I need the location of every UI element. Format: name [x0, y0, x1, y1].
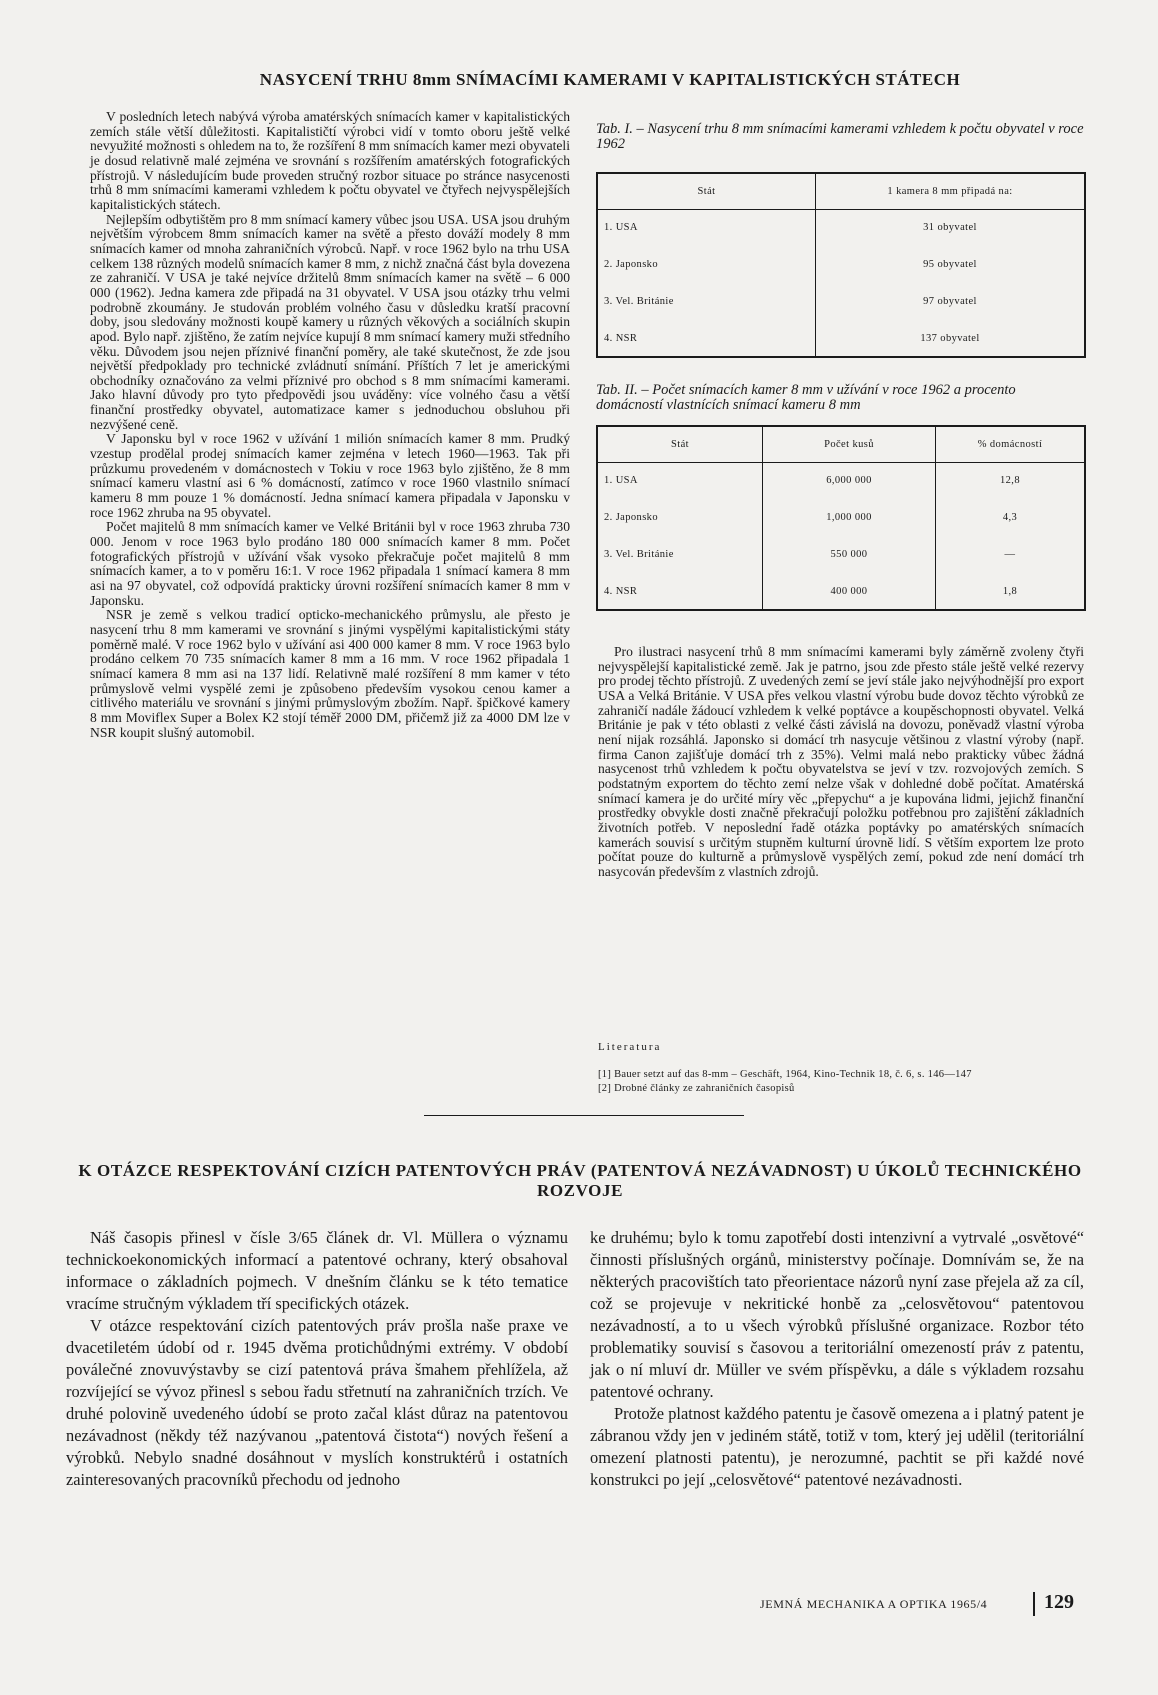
table-cell: 1. USA — [597, 462, 763, 499]
table-cell: 12,8 — [936, 462, 1086, 499]
table-header-cell: % domácností — [936, 426, 1086, 462]
table-row — [597, 462, 1085, 499]
table-caption: Tab. II. – Počet snímacích kamer 8 mm v užívání v roce 1962 a procento domácností vlastnících snímací kameru 8 mm — [596, 382, 1016, 413]
table-caption: Tab. I. – Nasycení trhu 8 mm snímacími kamerami vzhledem k počtu obyvatel v roce 1962 — [596, 121, 1084, 152]
table-row — [597, 573, 1085, 610]
table-header-cell: Počet kusů — [763, 426, 936, 462]
table-cell: 4. NSR — [597, 573, 763, 610]
table-cell: 6,000 000 — [763, 462, 936, 499]
table-row — [597, 246, 1085, 283]
article-column-left — [66, 1227, 568, 1491]
table-header-cell: 1 kamera 8 mm připadá na: — [816, 173, 1086, 209]
article-title: K OTÁZCE RESPEKTOVÁNÍ CIZÍCH PATENTOVÝCH PRÁV (PATENTOVÁ NEZÁVADNOST) U ÚKOLŮ TECHNICKÉHO ROZVOJE — [78, 1161, 1082, 1200]
paragraph: NSR je země s velkou tradicí opticko-mechanického průmyslu, ale přesto je nasycení trhu 8 mm kamerami ve srovnání s jinými vyspělými kapitalistickými státy poměrně malé. V roce 1962 bylo v užívání asi 400 000 kamer 8 mm. V roce 1963 bylo prodáno celkem 70 735 snímacích kamer 8 mm a 16 mm. V roce 1962 připadala 1 snímací kamera 8 mm asi na 137 lidí. Relativně malé rozšíření 8 mm kamer v této průmyslově velmi vyspělé zemi je způsobeno především vysokou cenou kamer a citlivého materiálu ve srovnání s jinými průmyslovým zbožím. Např. špičkové kamery 8 mm Moviflex Super a Bolex K2 stojí téměř 2000 DM, přičemž již za 4000 DM lze v NSR koupit slušný automobil. — [90, 607, 570, 740]
literature-heading: Literatura — [598, 1041, 662, 1053]
table-cell: — — [936, 536, 1086, 573]
table-row — [597, 209, 1085, 246]
table-cell: 550 000 — [763, 536, 936, 573]
section-divider — [424, 1115, 744, 1116]
table-cell: 31 obyvatel — [816, 209, 1086, 246]
paragraph: Protože platnost každého patentu je časově omezena a i platný patent je zábranou vždy jen v jediném státě, totiž v tom, který jej udělil (teritoriální omezení platnosti patentu), je nerozumné, pachtit se při každé nové konstrukci po její „celosvětové“ patentové nezávadnosti. — [590, 1404, 1084, 1489]
paragraph: Pro ilustraci nasycení trhů 8 mm snímacími kamerami byly záměrně zvoleny čtyři nejvyspělejší kapitalistické země. Jak je patrno, jsou zde přesto stále ještě velké rezervy pro prodej těchto přístrojů. Z uvedených zemí se jeví stále jako nejvýhodnější pro export USA a Velká Británie. V USA přes velkou vlastní výrobu bude dovoz těchto výrobků ze zahraničí nadále žádoucí vzhledem k velké poptávce a koupěschopnosti obyvatel. Velká Británie je pak v této oblasti z velké části závislá na dovozu, poněvadž vlastní výroba není nijak rozsáhlá. Japonsko si domácí trh nasycuje většinou z vlastní výroby (např. firma Canon zajišťuje domácí trh z 35%). Velmi malá nebo prakticky vůbec žádná nasycenost trhů vzhledem k počtu obyvatelstva se jeví v tzv. rozvojových zemích. S podstatným exportem do těchto zemí nelze však v dohledné době počítat. Amatérská snímací kamera je do určité míry věc „přepychu“ a je kupována lidmi, jejichž finanční prostředky obvykle dosti značně překračují položku potřebnou pro zajištění základních životních potřeb. V neposlední řadě otázka poptávky po amatérských snímacích kamerách souvisí s určitým stupněm kulturní úrovně lidí. S větším exportem lze proto počítat pouze do kulturně a průmyslově vyspělých zemí, pokud zde není domácí trh nasycován především z vlastních zdrojů. — [598, 644, 1084, 879]
table-cell: 3. Vel. Británie — [597, 536, 763, 573]
reference-item: [2] Drobné články ze zahraničních časopisů — [598, 1083, 795, 1094]
table-cell: 1,8 — [936, 573, 1086, 610]
paragraph: ke druhému; bylo k tomu zapotřebí dosti intenzivní a vytrvalé „osvětové“ činnosti příslušných orgánů, ministerstvy počínaje. Domnívám se, že na některých pracovištích tato přeorientace názorů nyní zase přejela až za cíl, což se projevuje v nekritické honbě za „celosvětovou“ patentovou nezávadností, a to u všech výrobků příslušné organizace. Rozbor této problematiky souvisí s časovou a teritoriální omezeností práv z patentu, jak o ní mluví dr. Müller ve svém příspěvku, a dále s výkladem rozsahu patentové ochrany. — [590, 1228, 1084, 1401]
table-cell: 3. Vel. Británie — [597, 283, 816, 320]
table-cell: 400 000 — [763, 573, 936, 610]
footer-divider — [1033, 1592, 1035, 1616]
table-cell: 95 obyvatel — [816, 246, 1086, 283]
table-cell: 2. Japonsko — [597, 499, 763, 536]
article-column-right — [598, 645, 1084, 880]
table-cell: 97 obyvatel — [816, 283, 1086, 320]
table-row — [597, 536, 1085, 573]
table-row — [597, 320, 1085, 357]
paragraph: V otázce respektování cizích patentových práv prošla naše praxe ve dvacetiletém údobí od r. 1945 dvěma protichůdnými extrémy. V období poválečné znovuvýstavby se cizí patentová práva šmahem přehlížela, až rozvíjející se vývoz přinesl s sebou řadu střetnutí na zahraničních trzích. Ve druhé polovině uvedeného údobí se proto začal klást důraz na patentovou nezávadnost (někdy též nazývanou „patentová čistota“) nových řešení a výrobků. Nebylo snadné dosáhnout v myslích konstruktérů i ostatních zainteresovaných pracovníků přechodu od jednoho — [66, 1316, 568, 1489]
reference-item: [1] Bauer setzt auf das 8-mm – Geschäft, 1964, Kino-Technik 18, č. 6, s. 146—147 — [598, 1069, 972, 1080]
journal-name: JEMNÁ MECHANIKA A OPTIKA 1965/4 — [760, 1597, 988, 1611]
table-row — [597, 283, 1085, 320]
paragraph: Náš časopis přinesl v čísle 3/65 článek dr. Vl. Müllera o významu technickoekonomických informací a patentové ochrany, který obsahoval informace o základních pojmech. V dnešním článku se k této tematice vracíme stručným výkladem tří specifických otázek. — [66, 1228, 568, 1313]
article-title: NASYCENÍ TRHU 8mm SNÍMACÍMI KAMERAMI V KAPITALISTICKÝCH STÁTECH — [259, 70, 961, 89]
table-header-cell: Stát — [597, 173, 816, 209]
table-cell: 137 obyvatel — [816, 320, 1086, 357]
table-header-cell: Stát — [597, 426, 763, 462]
article-column-right — [590, 1227, 1084, 1491]
table-2 — [596, 425, 1086, 611]
table-cell: 2. Japonsko — [597, 246, 816, 283]
table-cell: 1,000 000 — [763, 499, 936, 536]
paragraph: Nejlepším odbytištěm pro 8 mm snímací kamery vůbec jsou USA. USA jsou druhým největším výrobcem 8mm snímacích kamer na světě a přesto dováží modely 8 mm snímacích kamer od mnoha zahraničních výrobců. Např. v roce 1962 bylo na trhu USA celkem 138 různých modelů snímacích kamer 8 mm, z nichž značná část byla dovezena ze zahraničí. V USA je také nejvíce držitelů 8mm snímacích kamer na světě – 6 000 000 (1962). Jedna kamera zde připadá na 31 obyvatel. V USA jsou otázky trhu velmi podrobně zkoumány. Je studován problém volného času v důsledku kratší pracovní doby, jsou sledovány možnosti koupě kamery u různých věkových a sociálních skupin apod. Bylo např. zjištěno, že zatím nejvíce kupují 8 mm snímací kamery muži středního věku. Důvodem jsou nejen příznivé finanční poměry, ale také skutečnost, že zde jsou největší předpoklady pro technické zvládnutí snímání. Příštích 7 let je americkými obchodníky označováno za velmi příznivé pro obchod s 8 mm snímacími kamerami. Jako hlavní důvody pro tyto předpovědi jsou uváděny: více volného času a větší finanční prostředky obyvatel, automatizace kamer s jednoduchou obsluhou při nezvýšené ceně. — [90, 211, 570, 432]
paragraph: V Japonsku byl v roce 1962 v užívání 1 milión snímacích kamer 8 mm. Prudký vzestup prodělal prodej snímacích kamer zejména v letech 1960—1963. Tak při průzkumu provedeném v domácnostech v Tokiu v roce 1963 bylo zjištěno, že 8 mm snímací kameru vlastní asi 6 % domácností, zatímco v roce 1960 vlastnilo snímací kameru 8 mm pouze 1 % domácností. Jedna snímací kamera připadala v Japonsku v roce 1962 zhruba na 95 obyvatel. — [90, 431, 570, 520]
page-number: 129 — [1044, 1591, 1074, 1613]
table-cell: 4. NSR — [597, 320, 816, 357]
table-cell: 1. USA — [597, 209, 816, 246]
table-1 — [596, 172, 1086, 358]
paragraph: Počet majitelů 8 mm snímacích kamer ve Velké Británii byl v roce 1963 zhruba 730 000. Jenom v roce 1963 bylo prodáno 180 000 snímacích kamer 8 mm. Počet fotografických přístrojů v užívání však vysoko překračuje počet majitelů 8 mm snímacích kamer, a to v poměru 16:1. V roce 1962 připadala 1 snímací kamera 8 mm asi na 97 obyvatel, což odpovídá prakticky úrovni rozšíření snímacích kamer 8 mm v Japonsku. — [90, 519, 570, 608]
paragraph: V posledních letech nabývá výroba amatérských snímacích kamer v kapitalistických zemích stále větší důležitosti. Kapitalističtí výrobci vidí v tomto oboru ještě velké nevyužité možnosti s ohledem na to, že rozšíření 8 mm snímacích kamer mezi obyvateli je dosud relativně malé zejména ve srovnání s rozšířením amatérských fotografických přístrojů. V následujícím bude proveden stručný rozbor situace po stránce nasycenosti trhů 8 mm snímacími kamerami vzhledem k počtu obyvatel ve čtyřech nejvyspělejších kapitalistických státech. — [90, 109, 570, 212]
table-row — [597, 499, 1085, 536]
article-column-left — [90, 110, 570, 740]
table-cell: 4,3 — [936, 499, 1086, 536]
